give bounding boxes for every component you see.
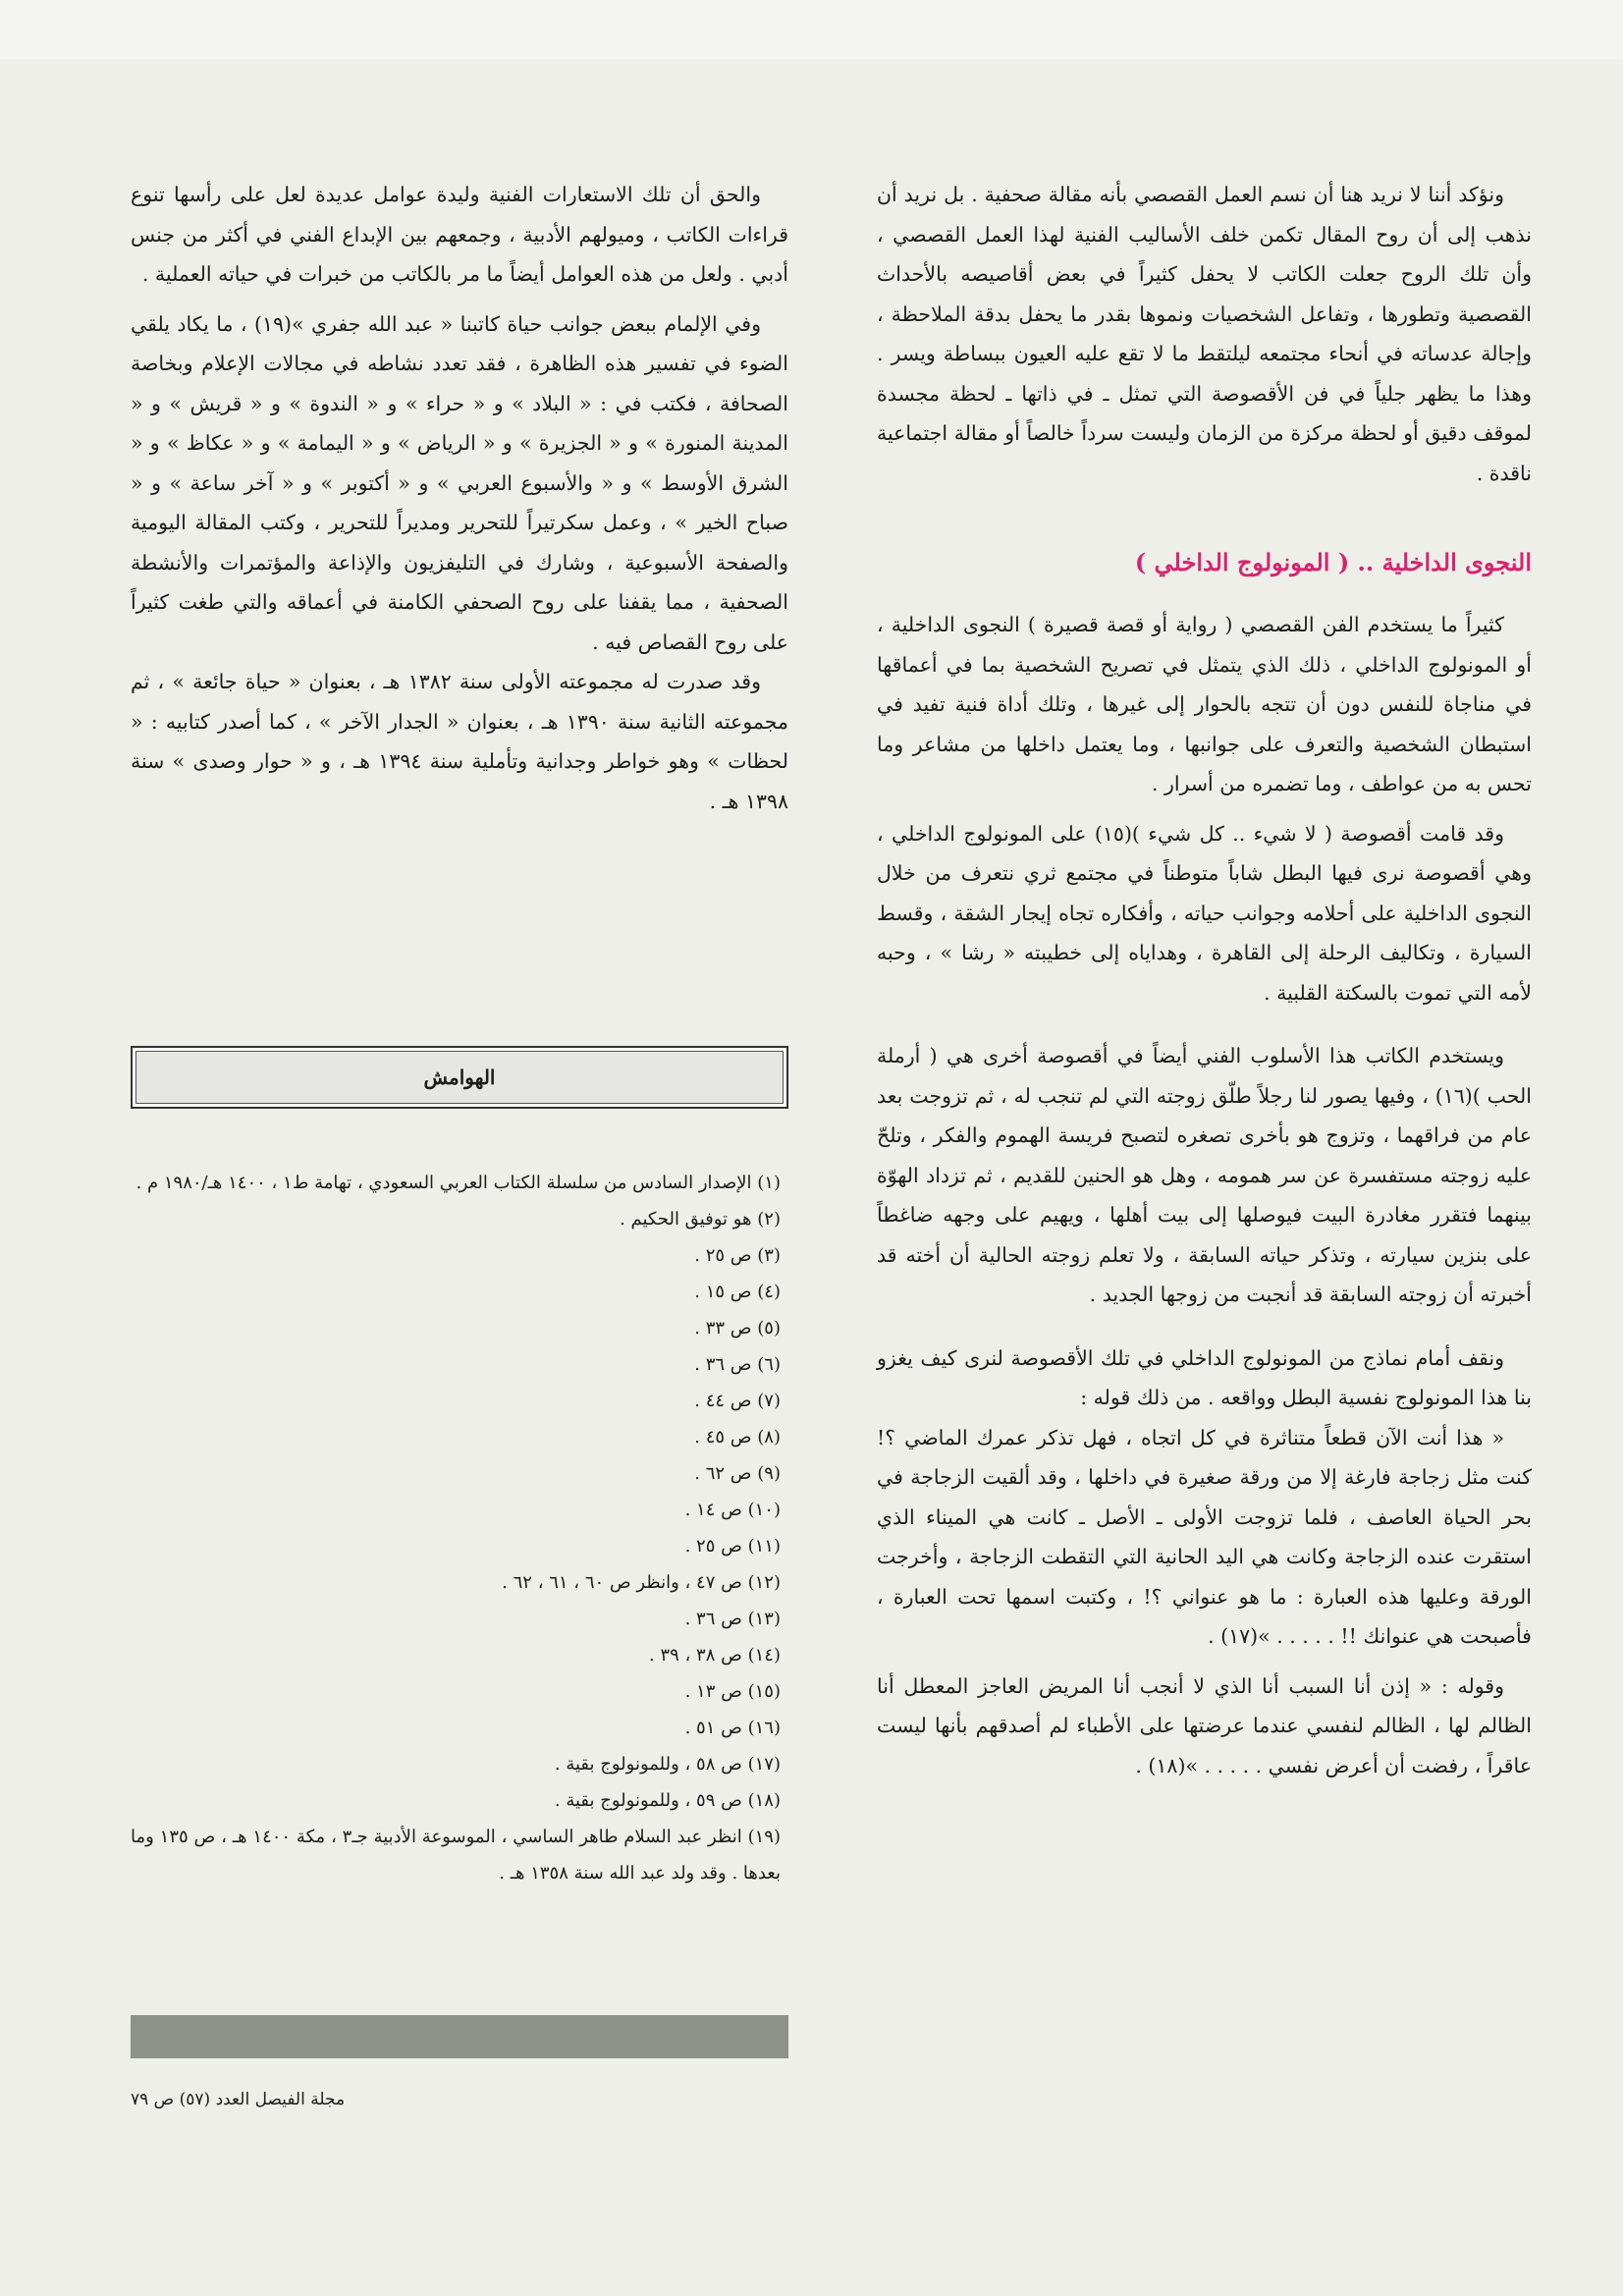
note-item: (١٢) ص ٤٧ ، وانظر ص ٦٠ ، ٦١ ، ٦٢ . — [502, 1572, 781, 1593]
notes-header: الهوامش — [131, 1046, 788, 1109]
page-top-edge — [0, 0, 1623, 59]
note-item: (٢) هو توفيق الحكيم . — [620, 1209, 781, 1230]
note-item: (٧) ص ٤٤ . — [694, 1391, 781, 1411]
paragraph: كثيراً ما يستخدم الفن القصصي ( رواية أو قصة قصيرة ) النجوى الداخلية ، أو المونولوج الداخلي ، ذلك الذي يتمثل في تصريح الشخصية بما في أعماقها في مناجاة للنفس دون أن تتجه بالحوار إلى غيرها ، وتلك أداة فنية تفيد في استبطان الشخصية والتعرف على جوانبها ، وما يعتمل داخلها من مشاعر وما تحس به من عواطف ، وما تضمره من أسرار . — [877, 613, 1532, 795]
section-title: النجوى الداخلية .. ( المونولوج الداخلي ) — [1134, 548, 1532, 576]
note-item: (١٩) انظر عبد السلام طاهر الساسي ، الموسوعة الأدبية جـ٣ ، مكة ١٤٠٠ هـ ، ص ١٣٥ وما بعدها . وقد ولد عبد الله سنة ١٣٥٨ هـ . — [131, 1827, 781, 1884]
paragraph: ونؤكد أننا لا نريد هنا أن نسم العمل القصصي بأنه مقالة صحفية . بل نريد أن نذهب إلى أن روح المقال تكمن خلف الأساليب الفنية لهذا العمل القصصي ، وأن تلك الروح جعلت الكاتب لا يحفل كثيراً في بعض أقاصيصه بالأحداث القصصية وتطورها ، وتفاعل الشخصيات ونموها بقدر ما يحفل بدقة الملاحظة ، وإجالة عدساته في أنحاء مجتمعه ليلتقط ما لا تقع عليه العيون ببساطة ويسر . وهذا ما يظهر جلياً في فن الأقصوصة التي تمثل ـ في ذاتها ـ لحظة مجسدة لموقف دقيق أو لحظة مركزة من الزمان وليست سرداً خالصاً أو مقالة اجتماعية ناقدة . — [877, 183, 1532, 485]
note-item: (١) الإصدار السادس من سلسلة الكتاب العربي السعودي ، تهامة ط١ ، ١٤٠٠ هـ/١٩٨٠ م . — [135, 1173, 781, 1193]
note-item: (٣) ص ٢٥ . — [694, 1245, 781, 1266]
note-item: (١٨) ص ٥٩ ، وللمونولوج بقية . — [554, 1790, 781, 1811]
note-item: (١٦) ص ٥١ . — [684, 1718, 781, 1738]
decorative-bar — [131, 2015, 788, 2058]
paragraph: وقد قامت أقصوصة ( لا شيء .. كل شيء )(١٥) على المونولوج الداخلي ، وهي أقصوصة نرى فيها البطل شاباً متوطناً في مجتمع ثري نتعرف من خلال النجوى الداخلية على أحلامه وجوانب حياته ، وأفكاره تجاه إيجار الشقة ، وقسط السيارة ، وتكاليف الرحلة إلى القاهرة ، وهداياه إلى خطيبته « رشا » ، وحبه لأمه التي تموت بالسكتة القلبية . — [877, 821, 1532, 1005]
quote-paragraph: « هذا أنت الآن قطعاً متناثرة في كل اتجاه ، فهل تذكر عمرك الماضي ؟! كنت مثل زجاجة فارغة إلا من ورقة صغيرة في داخلها ، وقد ألقيت الزجاجة في بحر الحياة العاصف ، فلما تزوجت الأولى ـ الأصل ـ كانت هي الميناء الذي استقرت عنده الزجاجة وكانت هي اليد الحانية التي التقطت الزجاجة ، وأخرجت الورقة وعليها هذه العبارة : ما هو عنواني ؟! ، وكتبت اسمها تحت العبارة ، فأصبحت هي عنوانك !! . . . . . »(١٧) . — [877, 1425, 1532, 1648]
note-item: (١١) ص ٢٥ . — [684, 1536, 781, 1557]
paragraph: وفي الإلمام ببعض جوانب حياة كاتبنا « عبد الله جفري »(١٩) ، ما يكاد يلقي الضوء في تفسير هذه الظاهرة ، فقد تعدد نشاطه في مجالات الإعلام وبخاصة الصحافة ، فكتب في : « البلاد » و « حراء » و « الندوة » و « قريش » و « المدينة المنورة » و « الجزيرة » و « الرياض » و « اليمامة » و « عكاظ » و « الشرق الأوسط » و « والأسبوع العربي » و « أكتوبر » و « آخر ساعة » و « صباح الخير » ، وعمل سكرتيراً للتحرير ومديراً للتحرير ، وكتب المقالة اليومية والصفحة الأسبوعية ، وشارك في التليفزيون والإذاعة والمؤتمرات والأنشطة الصحفية ، مما يقفنا على روح الصحفي الكامنة في أعماقه والتي طغت كثيراً على روح القصاص فيه . — [131, 311, 788, 654]
notes-list — [131, 1165, 788, 1891]
note-item: (٦) ص ٣٦ . — [694, 1354, 781, 1375]
paragraph: ونقف أمام نماذج من المونولوج الداخلي في تلك الأقصوصة لنرى كيف يغزو بنا هذا المونولوج نفسية البطل وواقعه . من ذلك قوله : — [877, 1345, 1532, 1409]
paragraph: والحق أن تلك الاستعارات الفنية وليدة عوامل عديدة لعل على رأسها تنوع قراءات الكاتب ، وميولهم الأدبية ، وجمعهم بين الإبداع الفني في أكثر من جنس أدبي . ولعل من هذه العوامل أيضاً ما مر بالكاتب من خبرات في حياته العملية . — [131, 183, 788, 286]
note-item: (١٤) ص ٣٨ ، ٣٩ . — [648, 1645, 781, 1666]
paragraph: وقد صدرت له مجموعته الأولى سنة ١٣٨٢ هـ ، بعنوان « حياة جائعة » ، ثم مجموعته الثانية سنة ١٣٩٠ هـ ، بعنوان « الجدار الآخر » ، كما أصدر كتابيه : « لحظات » وهو خواطر وجدانية وتأملية سنة ١٣٩٤ هـ ، و « حوار وصدى » سنة ١٣٩٨ هـ . — [131, 670, 788, 813]
note-item: (٤) ص ١٥ . — [694, 1282, 781, 1302]
note-item: (١٠) ص ١٤ . — [684, 1500, 781, 1520]
paragraph: ويستخدم الكاتب هذا الأسلوب الفني أيضاً في أقصوصة أخرى هي ( أرملة الحب )(١٦) ، وفيها يصور لنا رجلاً طلّق زوجته التي لم تنجب له ، ثم تزوجت بعد عام من فراقهما ، وتزوج هو بأخرى تصغره لتصبح فريسة الهموم والفكر ، وتلحّ عليه زوجته مستفسرة عن سر همومه ، وهل هو الحنين للقديم ، ثم تزداد الهوّة بينهما فتقرر مغادرة البيت فيوصلها إلى بيت أهلها ، ويهيم على وجهه ضاغطاً على بنزين سيارته ، وتذكر حياته السابقة ، ولا تعلم زوجته الحالية أن أخته قد أخبرته أن زوجته السابقة قد أنجبت من زوجها الجديد . — [877, 1044, 1533, 1306]
note-item: (٥) ص ٣٣ . — [694, 1318, 781, 1339]
note-item: (٨) ص ٤٥ . — [694, 1427, 781, 1448]
note-item: (١٣) ص ٣٦ . — [684, 1609, 781, 1629]
page-footer: مجلة الفيصل العدد (٥٧) ص ٧٩ — [131, 2090, 346, 2109]
quote-paragraph: وقوله : « إذن أنا السبب أنا الذي لا أنجب أنا المريض العاجز المعطل أنا الظالم لها ، الظالم لنفسي عندما عرضتها على الأطباء لم أصدقهم بأنها ليست عاقراً ، رفضت أن أعرض نفسي . . . . . »(١٨) . — [877, 1673, 1532, 1777]
left-column — [131, 175, 788, 821]
note-item: (٩) ص ٦٢ . — [694, 1463, 781, 1484]
right-column — [877, 175, 1532, 1785]
note-item: (١٥) ص ١٣ . — [684, 1681, 781, 1702]
note-item: (١٧) ص ٥٨ ، وللمونولوج بقية . — [554, 1754, 781, 1775]
